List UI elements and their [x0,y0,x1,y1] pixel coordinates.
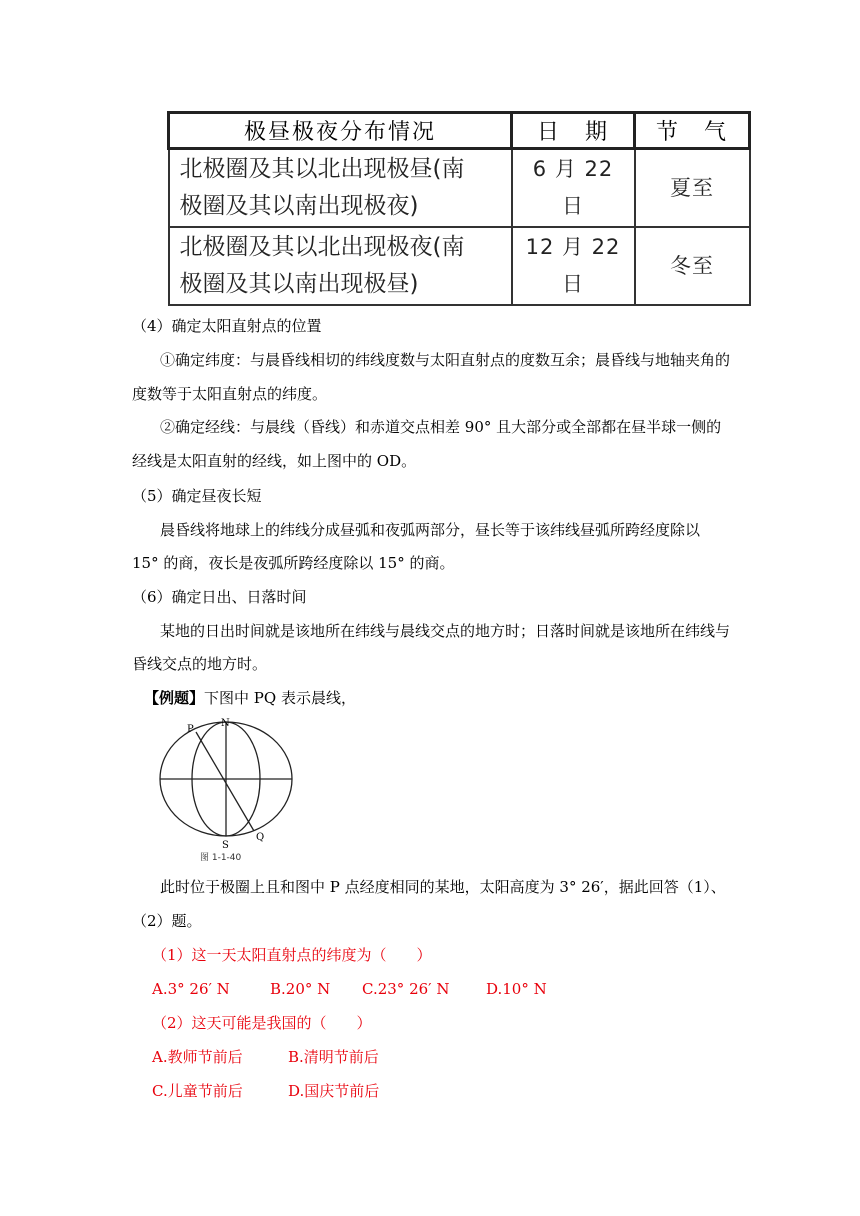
cell-line: 北极圈及其以北出现极昼(南 [179,156,465,182]
paragraph-line: （2）题。 [132,912,202,930]
cell-line: 极圈及其以南出现极昼) [179,271,419,297]
paragraph-line: 昏线交点的地方时。 [132,655,268,673]
table-cell-date: 12 月 22 日 [512,227,635,305]
terminator-line-pq [196,732,254,831]
label-p: P [187,724,194,735]
table-cell-description [169,227,512,305]
paragraph-line: 15° 的商，夜长是夜弧所跨经度除以 15° 的商。 [132,554,455,572]
table-cell-term: 冬至 [635,227,750,305]
example-text: 下图中 PQ 表示晨线， [204,689,356,707]
option-1c[interactable]: C.23° 26′ N [362,980,450,998]
option-1d[interactable]: D.10° N [486,980,547,998]
figure-caption: 图 1-1-40 [200,853,242,863]
option-2d[interactable]: D.国庆节前后 [288,1082,380,1100]
section-4-title: （4）确定太阳直射点的位置 [132,317,322,335]
label-s: S [222,840,229,851]
table-cell-description [169,149,512,228]
earth-diagram [152,712,302,867]
option-2c[interactable]: C.儿童节前后 [152,1082,243,1100]
section-5-title: （5）确定昼夜长短 [132,487,262,505]
label-q: Q [256,832,265,843]
cell-line: 极圈及其以南出现极夜) [179,193,419,219]
option-2a[interactable]: A.教师节前后 [152,1048,243,1066]
table-row [169,227,750,305]
table-header-row [169,113,750,149]
table-header: 节 气 [635,113,750,149]
example-tag: 【例题】 [144,689,205,707]
table-header: 日 期 [512,113,635,149]
question-2-stem: （2）这天可能是我国的（ ） [152,1014,372,1032]
table-cell-date: 6 月 22 日 [512,149,635,228]
table-row [169,149,750,228]
cell-line: 北极圈及其以北出现极夜(南 [179,234,465,260]
paragraph-line: 经线是太阳直射的经线，如上图中的 OD。 [132,452,417,470]
question-1-stem: （1）这一天太阳直射点的纬度为（ ） [152,946,432,964]
paragraph-line: 此时位于极圈上且和图中 P 点经度相同的某地，太阳高度为 3° 26′，据此回答（1）、 [160,878,726,896]
option-1a[interactable]: A.3° 26′ N [152,980,230,998]
table-header: 极昼极夜分布情况 [169,113,512,149]
paragraph-line: 度数等于太阳直射点的纬度。 [132,385,328,403]
option-2b[interactable]: B.清明节前后 [288,1048,379,1066]
polar-table [167,111,751,306]
table-cell-term: 夏至 [635,149,750,228]
section-6-title: （6）确定日出、日落时间 [132,588,307,606]
example-heading [144,688,356,708]
paragraph-line: 晨昏线将地球上的纬线分成昼弧和夜弧两部分，昼长等于该纬线昼弧所跨经度除以 [160,521,701,539]
label-n: N [221,718,230,729]
paragraph-line: ②确定经线：与晨线（昏线）和赤道交点相差 90° 且大部分或全部都在昼半球一侧的 [160,418,722,436]
paragraph-line: 某地的日出时间就是该地所在纬线与晨线交点的地方时；日落时间就是该地所在纬线与 [160,622,731,640]
paragraph-line: ①确定纬度：与晨昏线相切的纬线度数与太阳直射点的度数互余；晨昏线与地轴夹角的 [160,351,731,369]
option-1b[interactable]: B.20° N [270,980,331,998]
polar-day-night-table [167,111,751,306]
